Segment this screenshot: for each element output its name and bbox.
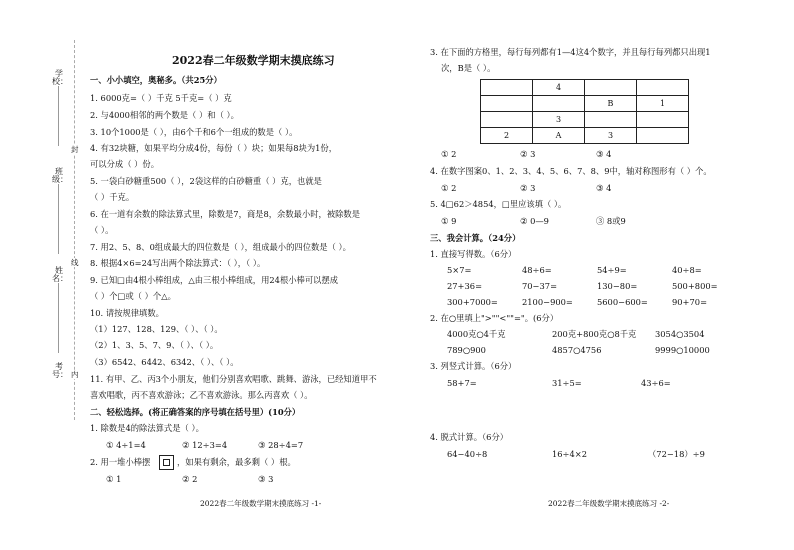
question-1-4: 4. 有32块糖，如果平均分成4份，每份（ ）块；如果每8块为1份， [90,143,338,153]
class-line [58,184,59,254]
question-2-4-option-1: ① 2 [441,183,457,193]
calc-4-item: （72−18）÷9 [648,449,705,459]
grid-cell [481,96,533,112]
question-1-10: 10. 请按规律填数。 [90,308,164,318]
choice-2 [90,457,150,467]
question-2-5: 5. 4□62＞4854，□里应该填（ ）。 [430,199,567,209]
grid-row [481,128,689,144]
calc-2-item: 3054○3504 [655,329,705,339]
question-2-5-option-1: ① 9 [441,216,457,226]
calc-1-item: 48÷6= [522,265,552,275]
calc-1-item: 27+36= [447,281,483,291]
choice-2-option-2: ② 2 [182,474,198,484]
square-sticks-icon [159,455,174,470]
grid-row [481,112,689,128]
question-1-11-cont: 喜欢唱歌，丙不喜欢游泳；乙不喜欢游泳。那么丙喜欢（ ）。 [90,390,313,400]
fold-mark-1: 封 [71,145,79,154]
exam-number-label: 考号： [52,362,68,380]
calc-2-item: 4000克○4千克 [447,329,506,339]
name-line [58,283,59,353]
choice-2-option-3: ③ 3 [258,474,274,484]
question-1-6: 6. 在一道有余数的除法算式里，除数是7，商是8，余数最小时，被除数是 [90,209,361,219]
calc-1-item: 5600−600= [597,297,648,307]
question-1-5: 5. 一袋白砂糖重500（ ），2袋这样的白砂糖重（ ）克，也就是 [90,176,322,186]
school-label: 学校： [52,69,68,87]
question-2-3: 3. 在下面的方格里，每行每列都有1—4这4个数字，并且每行每列都只出现1 [430,47,711,57]
calc-4-item: 64−40÷8 [447,449,488,459]
grid-cell [533,96,585,112]
choice-1-option-1: ① 4÷1=4 [106,440,146,450]
calc-1-item: 5×7= [447,265,472,275]
grid-cell: 1 [637,96,689,112]
question-1-9-cont: （ ）个□或（ ）个△。 [90,291,176,301]
question-1-10-2: （2）1、3、5、7、9、（ ）、（ ）。 [90,340,219,350]
school-line [58,86,59,146]
choice-2-text-pre: 2. 用一堆小棒摆 [90,457,151,467]
question-1-7: 7. 用2、5、8、0组成最大的四位数是（ ），组成最小的四位数是（ ）。 [90,242,351,252]
question-1-10-1: （1）127、128、129、（ ）、（ ）。 [90,324,223,334]
question-1-6-cont: （ ）。 [90,225,114,235]
calc-1-item: 40÷8= [672,265,702,275]
calc-4-heading: 4. 脱式计算。（6分） [430,432,509,442]
page-1-footer: 2022春二年级数学期末摸底练习 -1- [200,499,322,508]
calc-2-item: 789○900 [447,345,486,355]
calc-1-item: 500+800= [672,281,718,291]
section-3-heading: 三、我会计算。（24分） [430,233,521,243]
question-2-3-option-3: ③ 4 [596,149,612,159]
calc-1-item: 2100−900= [522,297,573,307]
choice-1-option-3: ③ 28÷4=7 [258,440,304,450]
question-1-2: 2. 与4000相邻的两个数是（ ）和（ ）。 [90,110,239,120]
question-1-9: 9. 已知□由4根小棒组成，△由三根小棒组成，用24根小棒可以摆成 [90,275,339,285]
grid-cell [481,80,533,96]
grid-cell: B [585,96,637,112]
choice-1: 1. 除数是4的除法算式是（ ）。 [90,423,204,433]
page-2-footer: 2022春二年级数学期末摸底练习 -2- [548,499,670,508]
question-1-1: 1. 6000克=（ ）千克 5千克=（ ）克 [90,93,232,103]
calc-2-heading: 2. 在○里填上">""<""="。(6分） [430,313,559,323]
question-1-3: 3. 10个1000是（ ），由6个千和6个一组成的数是（ ）。 [90,127,298,137]
grid-cell [637,128,689,144]
question-2-3-option-2: ② 3 [520,149,536,159]
fold-line [74,40,75,420]
calc-3-item: 43÷6= [641,378,671,388]
page-title: 2022春二年级数学期末摸底练习 [172,54,335,67]
grid-row [481,96,689,112]
choice-2-text-post: ，如果有剩余，最多剩（ ）根。 [177,457,296,467]
grid-cell [637,112,689,128]
section-2-heading: 二、轻松选择。(将正确答案的序号填在括号里）(10分） [90,407,301,417]
calc-3-item: 31÷5= [552,378,582,388]
calc-1-item: 300+7000= [447,297,498,307]
grid-cell: 4 [533,80,585,96]
grid-cell: 3 [585,128,637,144]
grid-cell: 3 [533,112,585,128]
question-2-4-option-2: ② 3 [520,183,536,193]
question-1-5-cont: （ ）千克。 [90,192,135,202]
calc-2-item: 9999○10000 [655,345,710,355]
grid-cell [585,112,637,128]
question-1-4-cont: 可以分成（ ）份。 [90,159,160,169]
section-1-heading: 一、小小填空，奥秘多。（共25分） [90,75,222,85]
question-2-4: 4. 在数字图案0、1、2、3、4、5、6、7、8、9中，轴对称图形有（ ）个。 [430,166,712,176]
grid-cell: 2 [481,128,533,144]
question-2-3-option-1: ① 2 [441,149,457,159]
grid-row [481,80,689,96]
calc-1-item: 90+70= [672,297,708,307]
calc-1-heading: 1. 直接写得数。（6分） [430,249,517,259]
question-2-5-option-3: ③ 8或9 [596,216,626,226]
question-2-3-cont: 次，B是（ ）。 [441,63,496,73]
question-1-8: 8. 根据4×6=24写出两个除法算式：（ ），（ ）。 [90,258,266,268]
question-2-5-option-2: ② 0—9 [520,216,549,226]
number-grid [480,79,689,144]
student-info-column [52,70,66,410]
calc-2-item: 4857○4756 [552,345,602,355]
choice-2-option-1: ① 1 [106,474,122,484]
choice-1-option-2: ② 12÷3=4 [182,440,228,450]
calc-1-item: 54÷9= [597,265,627,275]
calc-1-item: 70−37= [522,281,558,291]
grid-cell [637,80,689,96]
calc-3-item: 58+7= [447,378,477,388]
calc-1-item: 130−80= [597,281,638,291]
question-1-10-3: （3）6542、6442、6342、（ ）、（ ）。 [90,357,239,367]
calc-2-item: 200克+800克○8千克 [552,329,637,339]
calc-3-heading: 3. 列竖式计算。（6分） [430,361,517,371]
class-label: 班级： [52,167,68,185]
fold-mark-3: 内 [71,370,79,379]
grid-cell [585,80,637,96]
name-label: 姓名： [52,266,68,284]
grid-cell: A [533,128,585,144]
grid-cell [481,112,533,128]
calc-4-item: 16÷4×2 [552,449,588,459]
question-2-4-option-3: ③ 4 [596,183,612,193]
question-1-11: 11. 有甲、乙、丙3个小朋友，他们分别喜欢唱歌、跳舞、游泳，已经知道甲不 [90,374,377,384]
fold-mark-2: 线 [71,258,79,267]
